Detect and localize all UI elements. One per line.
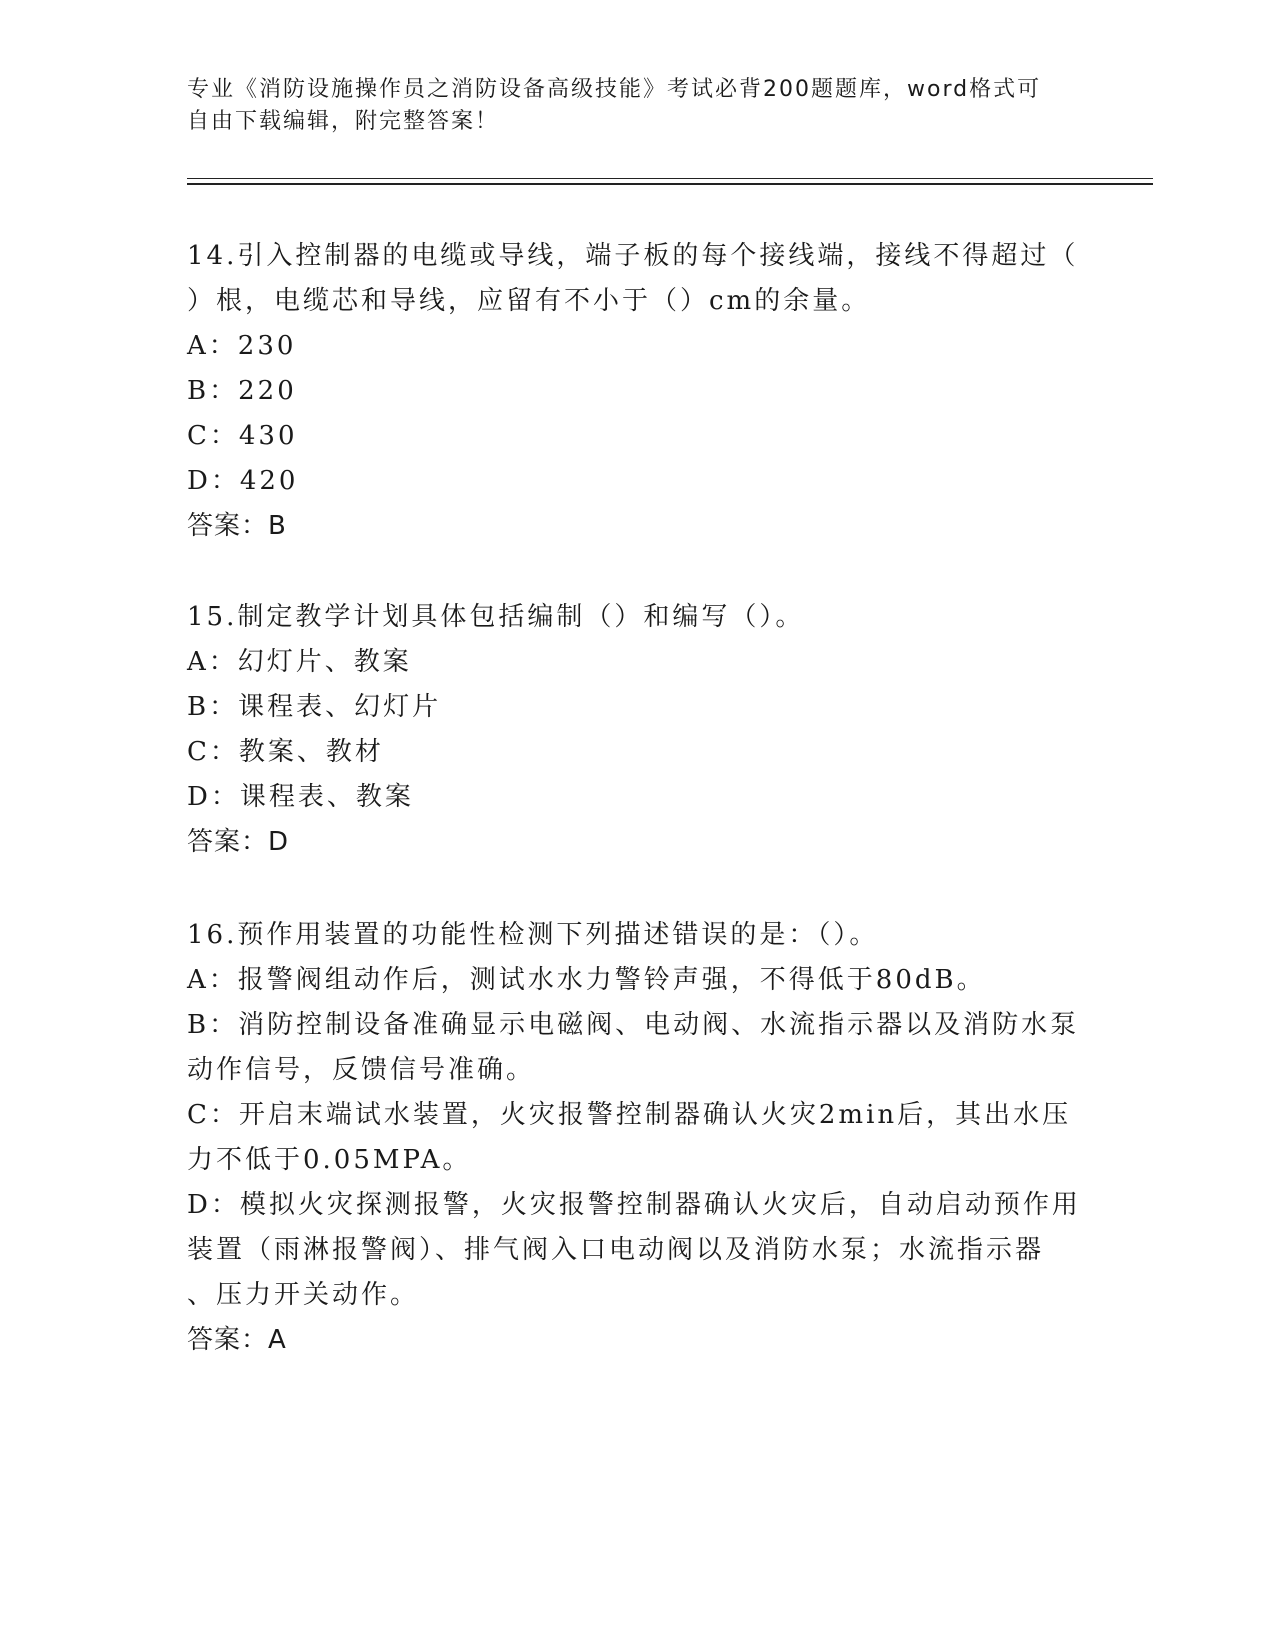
question-16 xyxy=(187,913,1087,1363)
option-d: D：模拟火灾探测报警，火灾报警控制器确认火灾后，自动启动预作用 xyxy=(187,1190,1081,1220)
answer-key: 答案：B xyxy=(187,511,287,541)
option-a: A：幻灯片、教案 xyxy=(187,647,412,677)
option-d: D：课程表、教案 xyxy=(187,782,414,812)
option-c: C：开启末端试水装置，火灾报警控制器确认火灾2min后，其出水压 xyxy=(187,1100,1072,1130)
option-a: A：报警阀组动作后，测试水水力警铃声强，不得低于80dB。 xyxy=(187,965,986,995)
option-c: C：教案、教材 xyxy=(187,737,384,767)
option-d-continued: 、压力开关动作。 xyxy=(187,1280,420,1310)
header-divider-thick xyxy=(187,183,1153,185)
header-line-1: 专业《消防设施操作员之消防设备高级技能》考试必背200题题库，word格式可 xyxy=(187,77,1042,102)
header-divider-thin xyxy=(187,178,1153,179)
question-stem-line: ）根，电缆芯和导线，应留有不小于（）cm的余量。 xyxy=(187,286,871,316)
question-stem-line: 14.引入控制器的电缆或导线，端子板的每个接线端，接线不得超过（ xyxy=(187,241,1079,271)
document-header xyxy=(187,74,1067,138)
header-line-2: 自由下载编辑，附完整答案！ xyxy=(187,109,500,134)
option-c: C：430 xyxy=(187,421,298,451)
answer-key: 答案：D xyxy=(187,827,290,857)
option-c-continued: 力不低于0.05MPA。 xyxy=(187,1145,472,1175)
question-14 xyxy=(187,234,1087,549)
option-d-continued: 装置（雨淋报警阀）、排气阀入口电动阀以及消防水泵；水流指示器 xyxy=(187,1235,1045,1265)
option-b-continued: 动作信号，反馈信号准确。 xyxy=(187,1055,536,1085)
option-b: B：220 xyxy=(187,376,297,406)
option-b: B：课程表、幻灯片 xyxy=(187,692,442,722)
option-a: A：230 xyxy=(187,331,297,361)
question-stem-line: 15.制定教学计划具体包括编制（）和编写（）。 xyxy=(187,602,805,632)
question-stem-line: 16.预作用装置的功能性检测下列描述错误的是：（）。 xyxy=(187,920,879,950)
option-b: B：消防控制设备准确显示电磁阀、电动阀、水流指示器以及消防水泵 xyxy=(187,1010,1080,1040)
option-d: D：420 xyxy=(187,466,299,496)
question-15 xyxy=(187,595,1087,865)
answer-key: 答案：A xyxy=(187,1325,287,1355)
